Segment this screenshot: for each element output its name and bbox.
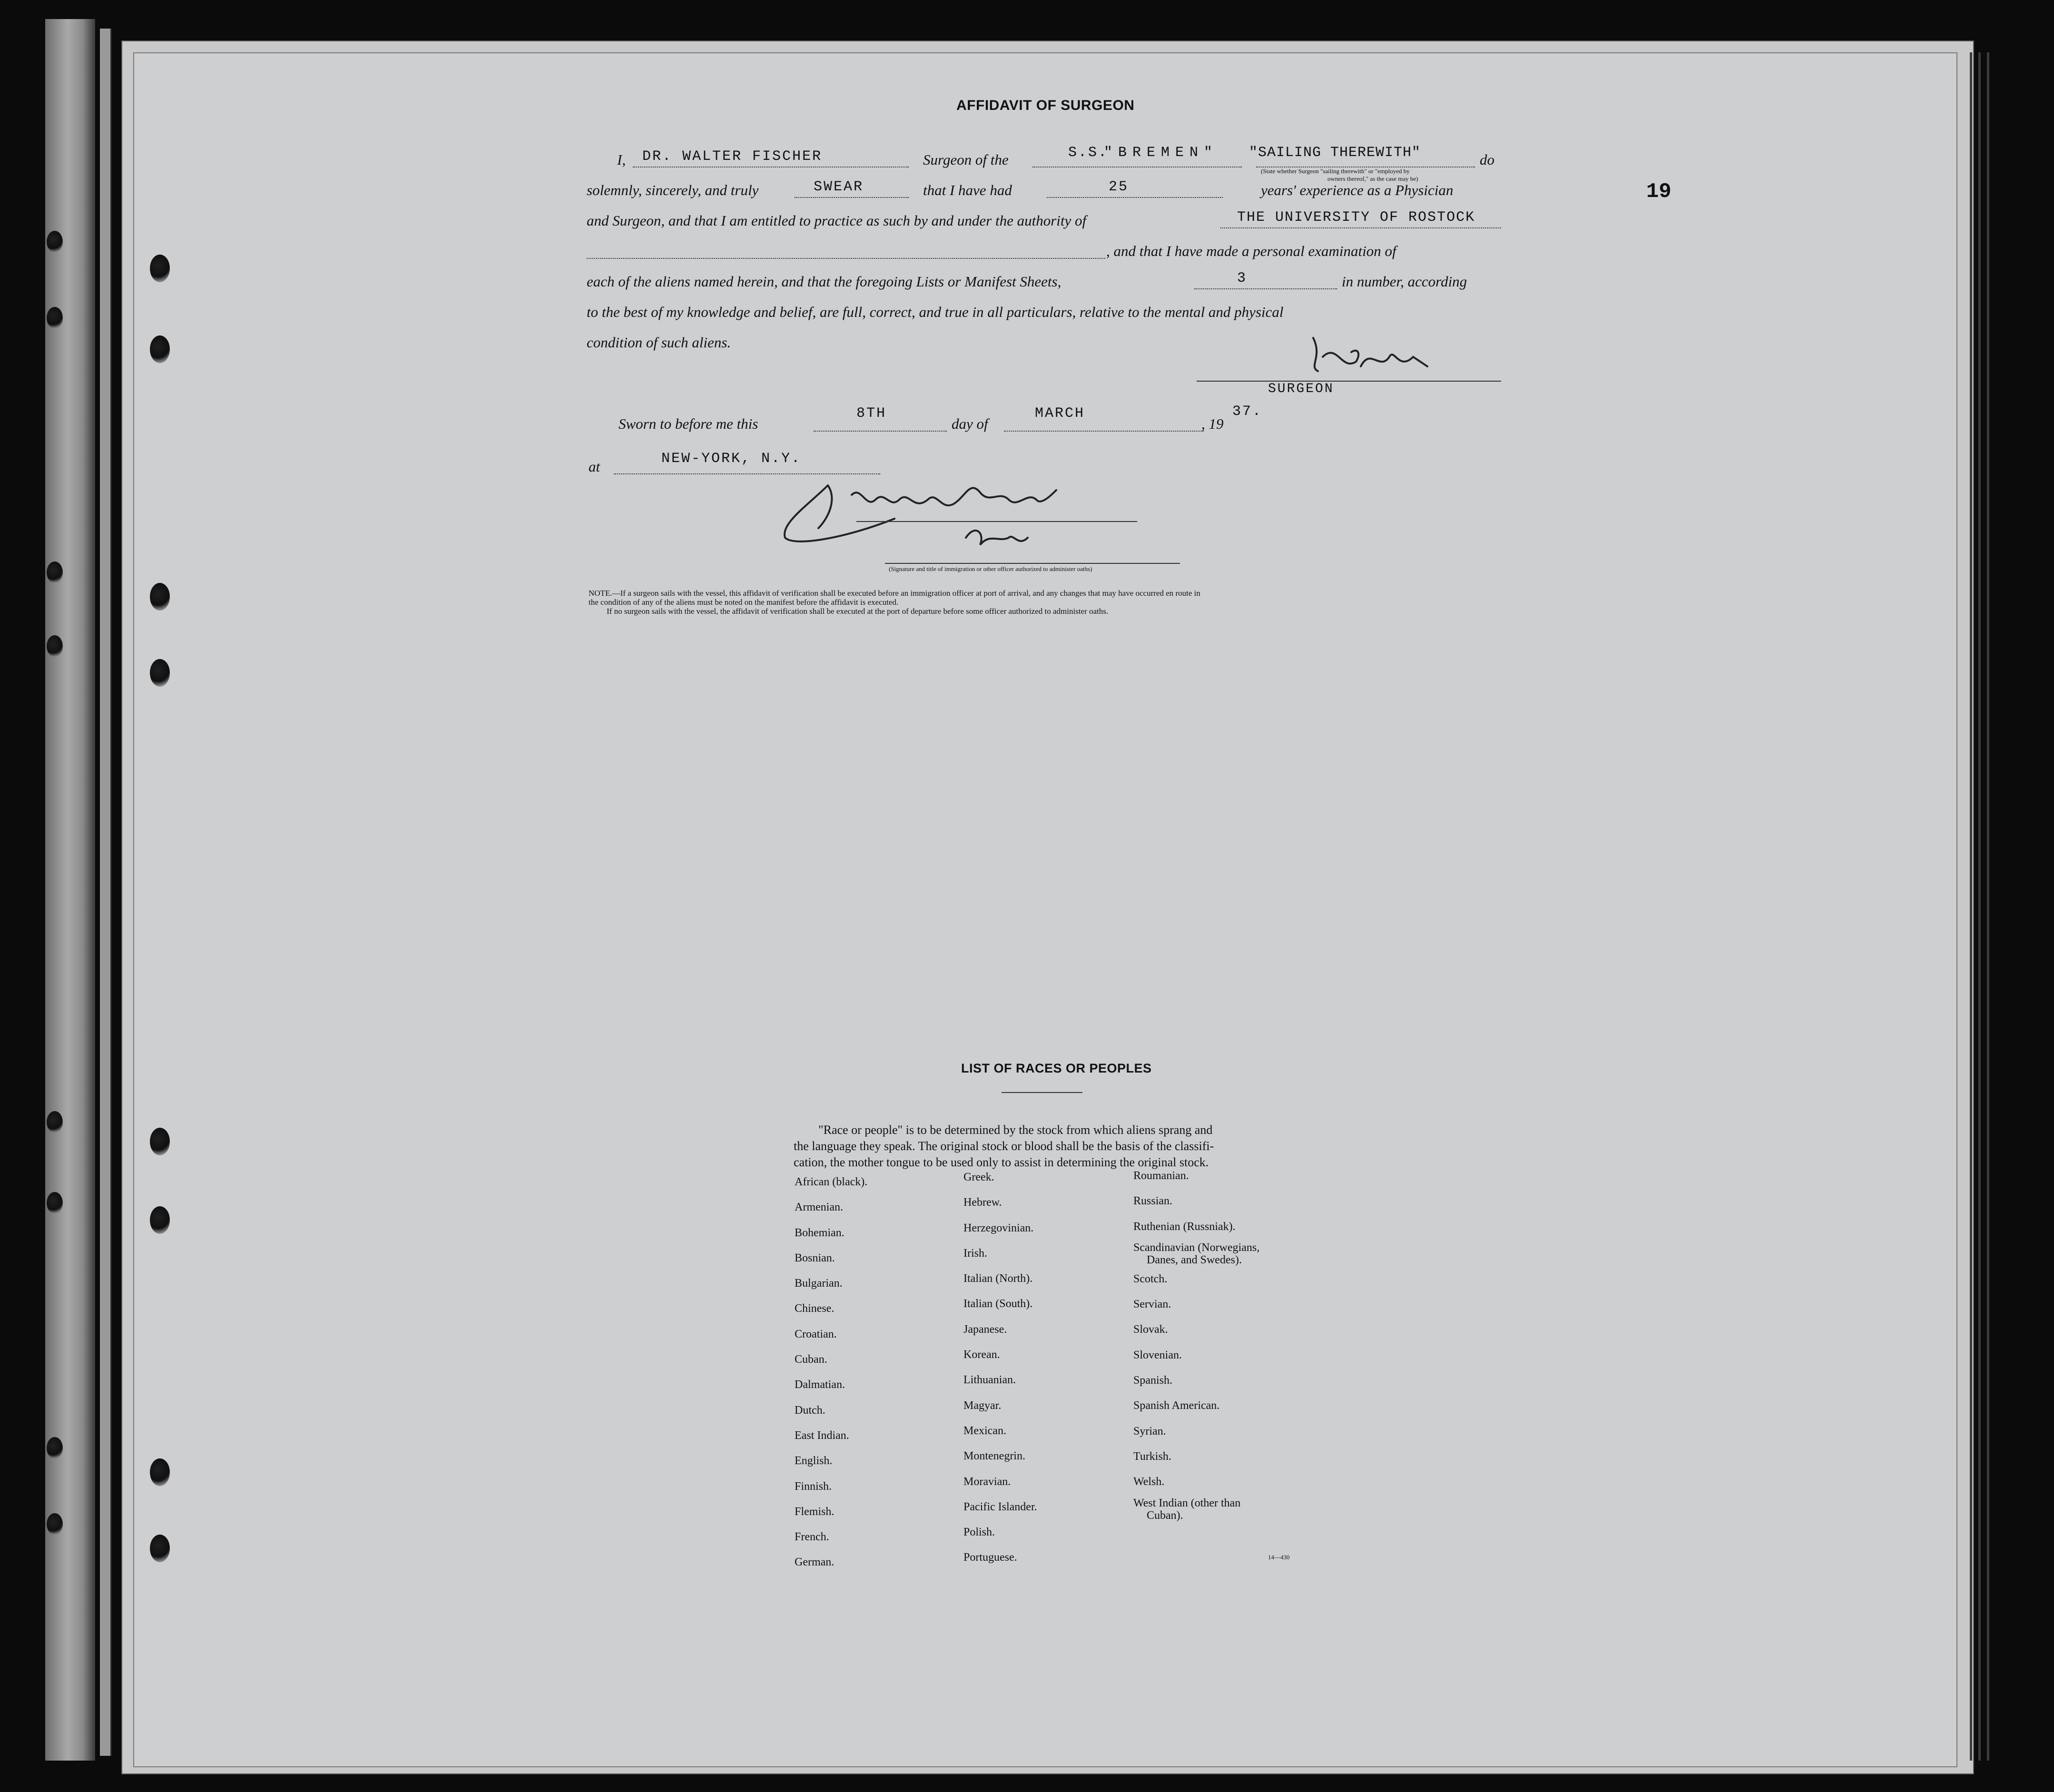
race-item: Dutch.	[795, 1404, 826, 1417]
text-solemnly: solemnly, sincerely, and truly	[587, 182, 759, 198]
race-item: Italian (South).	[963, 1298, 1033, 1310]
race-item: Polish.	[963, 1526, 995, 1539]
race-item: Italian (North).	[963, 1272, 1033, 1285]
race-item: Korean.	[963, 1349, 1000, 1361]
sailing-status: "SAILING THEREWITH"	[1249, 145, 1421, 161]
race-item: Greek.	[963, 1171, 994, 1183]
races-intro-2: the language they speak. The original stock or blood shall be the basis of the classifi-	[794, 1139, 1214, 1153]
sheets-count: 3	[1237, 270, 1248, 286]
race-item: Turkish.	[1133, 1450, 1171, 1463]
authority-value: THE UNIVERSITY OF ROSTOCK	[1237, 209, 1475, 226]
race-item: Scotch.	[1133, 1272, 1168, 1285]
note-line-3: If no surgeon sails with the vessel, the affidavit of verification shall be executed at the port of departure before some officer authorized to administer oaths.	[607, 607, 1109, 616]
race-item: Spanish American.	[1133, 1399, 1220, 1412]
form-code: 14—430	[1268, 1554, 1290, 1561]
affidavit-title: AFFIDAVIT OF SURGEON	[956, 98, 1135, 113]
race-item: Danes, and Swedes).	[1147, 1253, 1242, 1266]
place-value: NEW-YORK, N.Y.	[661, 451, 802, 467]
note-line-2: the condition of any of the aliens must be noted on the manifest before the affidavit is executed.	[589, 598, 899, 607]
years-value: 25	[1109, 179, 1129, 195]
race-item: Servian.	[1133, 1298, 1171, 1311]
race-item: Bohemian.	[795, 1226, 845, 1239]
oath-value: SWEAR	[814, 179, 864, 195]
race-item: Pacific Islander.	[963, 1500, 1037, 1513]
race-item: Croatian.	[795, 1328, 837, 1340]
page-number: 19	[1646, 180, 1671, 204]
text-i: I,	[617, 151, 626, 168]
race-item: Scandinavian (Norwegians,	[1133, 1241, 1260, 1254]
text-condition: condition of such aliens.	[587, 334, 731, 351]
surgeon-signature	[1304, 328, 1446, 381]
race-item: German.	[795, 1556, 835, 1569]
race-item: Slovak.	[1133, 1323, 1168, 1336]
race-item: West Indian (other than	[1133, 1497, 1241, 1509]
text-day-of: day of	[952, 415, 988, 432]
race-item: Irish.	[963, 1247, 987, 1260]
race-item: Dalmatian.	[795, 1378, 845, 1391]
race-item: East Indian.	[795, 1429, 849, 1442]
races-title-rule	[1002, 1092, 1082, 1093]
authority-continued-line	[587, 258, 1105, 259]
race-item: Bosnian.	[795, 1251, 835, 1264]
authority-line	[1220, 227, 1501, 228]
officer-signature	[771, 466, 1142, 566]
race-item: French.	[795, 1531, 829, 1544]
race-item: Montenegrin.	[963, 1450, 1025, 1463]
text-sworn: Sworn to before me this	[619, 415, 758, 432]
race-item: Japanese.	[963, 1323, 1007, 1336]
race-item: Cuban.	[795, 1353, 827, 1366]
race-item: Ruthenian (Russniak).	[1133, 1220, 1236, 1233]
race-item: Finnish.	[795, 1480, 832, 1493]
races-title: LIST OF RACES OR PEOPLES	[961, 1061, 1152, 1075]
text-years-experience: years' experience as a Physician	[1261, 182, 1454, 198]
officer-title-line	[885, 563, 1180, 564]
surgeon-signature-line	[1197, 381, 1501, 382]
surgeon-caption: SURGEON	[1268, 382, 1334, 396]
race-item: Spanish.	[1133, 1374, 1173, 1387]
day-value: 8TH	[856, 405, 887, 422]
text-surgeon-of: Surgeon of the	[923, 151, 1009, 168]
text-at: at	[589, 458, 600, 475]
text-personal-exam: , and that I have made a personal examination of	[1106, 243, 1396, 259]
text-in-number: in number, according	[1342, 273, 1467, 290]
race-item: Russian.	[1133, 1195, 1173, 1208]
day-line	[814, 431, 947, 432]
race-item: English.	[795, 1455, 833, 1467]
race-item: Bulgarian.	[795, 1277, 843, 1290]
text-and-surgeon: and Surgeon, and that I am entitled to practice as such by and under the authority of	[587, 212, 1087, 229]
race-item: Roumanian.	[1133, 1170, 1189, 1182]
years-line	[1047, 197, 1223, 198]
officer-signature-line	[856, 521, 1137, 522]
race-item: Flemish.	[795, 1505, 835, 1518]
status-hint-1: (State whether Surgeon "sailing therewith" or "employed by	[1261, 167, 1410, 175]
race-item: Moravian.	[963, 1475, 1011, 1488]
officer-caption: (Signature and title of immigration or other officer authorized to administer oaths)	[889, 565, 1092, 572]
races-intro-1: "Race or people" is to be determined by the stock from which aliens sprang and	[818, 1123, 1213, 1137]
races-column-2	[963, 1165, 1037, 1571]
race-item: Lithuanian.	[963, 1374, 1016, 1387]
year-suffix: 37.	[1232, 404, 1263, 420]
text-do: do	[1480, 151, 1494, 168]
race-item: Welsh.	[1133, 1476, 1165, 1488]
text-that-i-have-had: that I have had	[923, 182, 1012, 198]
race-item: Hebrew.	[963, 1196, 1002, 1209]
sheets-line	[1194, 288, 1337, 289]
race-item: Armenian.	[795, 1201, 843, 1214]
race-item: Syrian.	[1133, 1425, 1166, 1438]
race-item: Herzegovinian.	[963, 1221, 1034, 1234]
status-hint-2: owners thereof," as the case may be)	[1327, 175, 1418, 182]
races-intro-3: cation, the mother tongue to be used only to assist in determining the original stock.	[794, 1155, 1209, 1169]
text-year-prefix: , 19	[1201, 415, 1224, 432]
surgeon-name: DR. WALTER FISCHER	[642, 148, 823, 165]
race-item: African (black).	[795, 1176, 868, 1188]
month-value: MARCH	[1035, 405, 1085, 422]
oath-line	[795, 197, 909, 198]
race-item-two-line	[1133, 1495, 1259, 1522]
race-item: Magyar.	[963, 1399, 1002, 1412]
race-item: Cuban).	[1147, 1509, 1183, 1522]
race-item: Portuguese.	[963, 1551, 1017, 1564]
ss-prefix: S.S.	[1068, 145, 1109, 161]
races-column-3	[1133, 1163, 1259, 1522]
race-item: Mexican.	[963, 1424, 1006, 1437]
note-line-1: NOTE.—If a surgeon sails with the vessel, this affidavit of verification shall be executed before an immigration officer at port of arrival, and any changes that may have occurred en route in	[589, 589, 1200, 598]
race-item: Chinese.	[795, 1302, 835, 1315]
text-best-knowledge: to the best of my knowledge and belief, are full, correct, and true in all particulars, relative to the mental and physical	[587, 304, 1284, 320]
ship-name: "BREMEN"	[1104, 145, 1219, 161]
race-item: Slovenian.	[1133, 1349, 1182, 1361]
text-each-alien: each of the aliens named herein, and that the foregoing Lists or Manifest Sheets,	[587, 273, 1061, 290]
race-item-two-line	[1133, 1240, 1259, 1267]
month-line	[1004, 431, 1204, 432]
races-column-1	[795, 1170, 867, 1575]
